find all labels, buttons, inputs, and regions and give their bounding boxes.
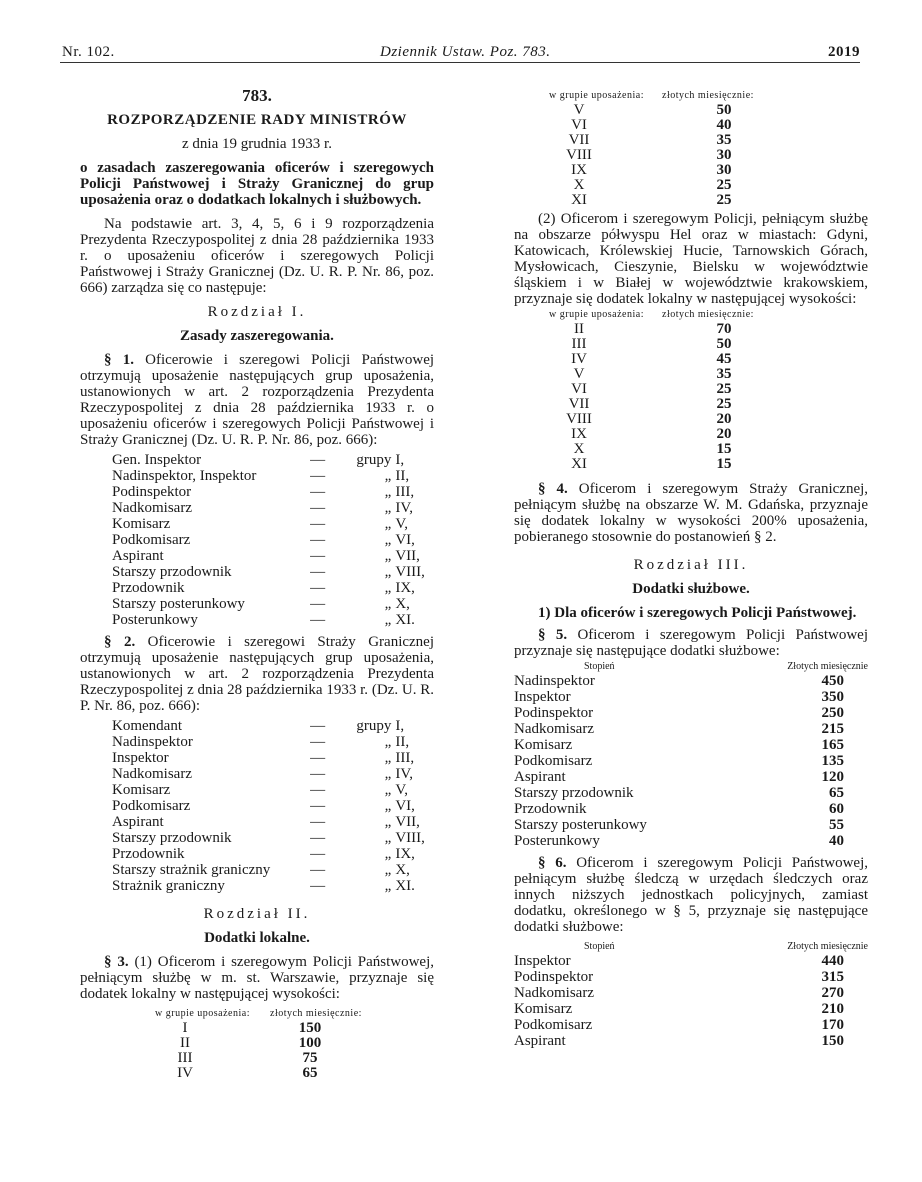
rank-cell: Posterunkowy <box>514 833 600 849</box>
rank-cell: Aspirant <box>514 1033 566 1049</box>
rank-row <box>80 596 434 612</box>
rank-row <box>80 548 434 564</box>
group-column-header: w grupie uposażenia: <box>549 309 644 320</box>
group-number: II, <box>395 734 410 750</box>
group-cell: II <box>574 321 584 337</box>
group-cell: II <box>180 1035 190 1051</box>
group-cell: VI <box>571 117 587 133</box>
rank-row <box>80 798 434 814</box>
amount-cell: 35 <box>716 132 732 148</box>
amount-cell: 20 <box>716 411 732 427</box>
group-prefix: „ <box>384 750 392 766</box>
rank-cell: Aspirant <box>514 769 566 785</box>
rank-row <box>80 862 434 878</box>
table-row <box>80 1020 434 1035</box>
rank-dash: — <box>310 846 326 862</box>
amount-cell: 70 <box>716 321 732 337</box>
amount-cell: 60 <box>829 801 844 817</box>
amount-cell: 30 <box>716 147 732 163</box>
amount-cell: 50 <box>716 102 732 118</box>
amount-cell: 250 <box>821 705 844 721</box>
rank-name: Posterunkowy <box>112 612 198 628</box>
group-number: V, <box>395 782 408 798</box>
group-prefix: „ <box>384 468 392 484</box>
rank-row <box>80 516 434 532</box>
table-row <box>514 833 868 849</box>
amount-cell: 25 <box>716 192 732 208</box>
rank-name: Przodownik <box>112 580 185 596</box>
table-row <box>514 147 868 162</box>
group-prefix: „ <box>384 830 392 846</box>
group-number: I, <box>395 452 405 468</box>
regulation-date: z dnia 19 grudnia 1933 r. <box>182 136 332 152</box>
group-number: X, <box>395 862 410 878</box>
rank-dash: — <box>310 814 326 830</box>
table-row <box>514 396 868 411</box>
rank-dash: — <box>310 580 326 596</box>
value-column-header: Złotych miesięcznie <box>787 661 868 672</box>
rank-name: Gen. Inspektor <box>112 452 202 468</box>
rank-row <box>80 500 434 516</box>
amount-cell: 270 <box>821 985 844 1001</box>
amount-cell: 120 <box>821 769 844 785</box>
amount-cell: 25 <box>716 381 732 397</box>
chapter-1-title: Zasady zaszeregowania. <box>180 328 334 344</box>
value-column-header: złotych miesięcznie: <box>662 90 754 101</box>
table-row <box>514 1017 868 1033</box>
rank-dash: — <box>310 878 326 894</box>
group-number: VI, <box>395 798 415 814</box>
rank-name: Nadinspektor, Inspektor <box>112 468 257 484</box>
group-cell: VIII <box>566 147 592 163</box>
rank-dash: — <box>310 484 326 500</box>
group-prefix: „ <box>384 580 392 596</box>
amount-cell: 210 <box>821 1001 844 1017</box>
paragraph-5-text: Oficerom i szeregowym Policji Państwowej przyznaje się następujące dodatki służbowe: <box>514 627 868 659</box>
rank-row <box>80 878 434 894</box>
rank-cell: Podkomisarz <box>514 1017 593 1033</box>
chapter-2-title: Dodatki lokalne. <box>204 930 310 946</box>
regulation-title: ROZPORZĄDZENIE RADY MINISTRÓW <box>107 112 407 128</box>
table-row <box>514 1033 868 1049</box>
rank-dash: — <box>310 532 326 548</box>
group-prefix: „ <box>384 734 392 750</box>
rank-dash: — <box>310 750 326 766</box>
rank-dash: — <box>310 766 326 782</box>
table-row <box>514 351 868 366</box>
table-row <box>514 411 868 426</box>
rank-name: Podinspektor <box>112 484 192 500</box>
table-row <box>514 721 868 737</box>
investigative-allowance-table <box>514 953 868 1049</box>
amount-cell: 20 <box>716 426 732 442</box>
amount-cell: 150 <box>298 1020 322 1036</box>
rank-row <box>80 612 434 628</box>
group-cell: V <box>573 102 585 118</box>
table-row <box>514 366 868 381</box>
rank-group-list-border-guard <box>80 718 434 894</box>
amount-cell: 50 <box>716 336 732 352</box>
rank-dash: — <box>310 500 326 516</box>
group-prefix: „ <box>384 484 392 500</box>
rank-cell: Starszy posterunkowy <box>514 817 647 833</box>
group-number: IV, <box>395 500 413 516</box>
rank-name: Starszy posterunkowy <box>112 596 245 612</box>
table-row <box>514 336 868 351</box>
table-row <box>514 426 868 441</box>
local-allowance-table-hel <box>514 321 868 471</box>
paragraph-4-text: Oficerom i szeregowym Straży Granicznej, pełniącym służbę na obszarze W. M. Gdańska, przyznaje się dodatek lokalny w wysokości 200% uposażenia, pobieranego stosownie do postanowień § 2. <box>514 481 869 545</box>
rank-cell: Starszy przodownik <box>514 785 634 801</box>
group-prefix: „ <box>384 500 392 516</box>
rank-dash: — <box>310 782 326 798</box>
rank-row <box>80 484 434 500</box>
rank-row <box>80 734 434 750</box>
group-number: II, <box>395 468 410 484</box>
group-cell: X <box>573 177 585 193</box>
group-prefix: „ <box>384 846 392 862</box>
paragraph-3 <box>80 954 434 1002</box>
rank-row <box>80 814 434 830</box>
rank-name: Strażnik graniczny <box>112 878 225 894</box>
amount-cell: 315 <box>821 969 844 985</box>
table-row <box>80 1050 434 1065</box>
rank-group-list-police <box>80 452 434 628</box>
group-number: XI. <box>395 612 415 628</box>
group-number: III, <box>395 750 415 766</box>
rank-name: Podkomisarz <box>112 798 191 814</box>
group-prefix: „ <box>384 782 392 798</box>
amount-cell: 215 <box>821 721 844 737</box>
amount-cell: 100 <box>298 1035 322 1051</box>
group-cell: XI <box>571 456 587 472</box>
rank-row <box>80 718 434 734</box>
paragraph-2-text: Oficerowie i szeregowi Straży Granicznej otrzymują uposażenie następujących grup uposażenia, ustanowionych w art. 2 rozporządzenia Prezydenta Rzeczypospolitej z dnia 28 października 1933 r. (Dz. U. R. P. Nr. 86, poz. 666): <box>80 634 434 714</box>
rank-dash: — <box>310 564 326 580</box>
amount-cell: 65 <box>829 785 844 801</box>
table-row <box>514 753 868 769</box>
table-row <box>514 381 868 396</box>
paragraph-6-text: Oficerom i szeregowym Policji Państwowej, pełniącym służbę śledczą w urzędach śledczych oraz innych niższych jednostkach policyjnych, zamiast dodatku, określonego w § 5, przyznaje się następujące dodatki służbowe: <box>514 855 868 935</box>
rank-name: Nadkomisarz <box>112 500 192 516</box>
table-row <box>514 953 868 969</box>
amount-cell: 45 <box>716 351 732 367</box>
rank-dash: — <box>310 612 326 628</box>
table-row <box>514 673 868 689</box>
rank-dash: — <box>310 548 326 564</box>
group-number: VII, <box>395 814 420 830</box>
rank-row <box>80 750 434 766</box>
rank-dash: — <box>310 862 326 878</box>
paragraph-3-2: (2) Oficerom i szeregowym Policji, pełniącym służbę na obszarze półwyspu Hel oraz w miastach: Gdyni, Katowicach, Królewskiej Hucie, Tarnowskich Górach, Mysłowicach, Cieszynie, Bielsku w województwie śląskiem i w Białej w województwie krakowskiem, przyznaje się dodatek lokalny w następującej wysokości: <box>514 211 868 307</box>
group-cell: VII <box>568 396 590 412</box>
group-prefix: „ <box>384 814 392 830</box>
amount-cell: 30 <box>716 162 732 178</box>
paragraph-3-text: (1) Oficerom i szeregowym Policji Państwowej, pełniącym służbę w m. st. Warszawie, przyznaje się dodatek lokalny w następującej wysokości: <box>80 954 434 1002</box>
rank-name: Starszy przodownik <box>112 830 232 846</box>
rank-cell: Inspektor <box>514 689 571 705</box>
group-cell: III <box>571 336 587 352</box>
rank-cell: Komisarz <box>514 1001 573 1017</box>
group-number: IX, <box>395 580 415 596</box>
table-3c-header <box>514 307 868 321</box>
paragraph-1-label: § 1. <box>104 352 134 368</box>
rank-name: Aspirant <box>112 548 164 564</box>
rank-dash: — <box>310 516 326 532</box>
group-prefix: „ <box>384 766 392 782</box>
group-number: VIII, <box>395 830 425 846</box>
rank-name: Komendant <box>112 718 182 734</box>
table-3-header <box>80 1006 434 1020</box>
rank-name: Komisarz <box>112 782 171 798</box>
group-prefix: „ <box>384 548 392 564</box>
group-number: V, <box>395 516 408 532</box>
group-cell: IX <box>571 426 587 442</box>
paragraph-1 <box>80 352 434 448</box>
table-row <box>80 1065 434 1080</box>
rank-cell: Podinspektor <box>514 705 594 721</box>
rank-name: Starszy przodownik <box>112 564 232 580</box>
issue-number: Nr. 102. <box>62 44 115 60</box>
rank-name: Starszy strażnik graniczny <box>112 862 271 878</box>
paragraph-5 <box>514 627 868 659</box>
rank-row <box>80 468 434 484</box>
rank-cell: Nadkomisarz <box>514 985 594 1001</box>
table-row <box>514 321 868 336</box>
group-cell: XI <box>571 192 587 208</box>
group-cell: IX <box>571 162 587 178</box>
amount-cell: 170 <box>821 1017 844 1033</box>
amount-cell: 450 <box>821 673 844 689</box>
table-5-header <box>514 659 868 673</box>
table-row <box>514 102 868 117</box>
group-column-header: w grupie uposażenia: <box>549 90 644 101</box>
table-row <box>514 737 868 753</box>
table-row <box>514 705 868 721</box>
rank-dash: — <box>310 830 326 846</box>
group-prefix: „ <box>384 596 392 612</box>
paragraph-4-label: § 4. <box>538 481 568 497</box>
amount-cell: 35 <box>716 366 732 382</box>
rank-dash: — <box>310 596 326 612</box>
rank-name: Inspektor <box>112 750 169 766</box>
group-cell: I <box>182 1020 188 1036</box>
paragraph-6-label: § 6. <box>538 855 567 871</box>
paragraph-2 <box>80 634 434 714</box>
paragraph-5-label: § 5. <box>538 627 568 643</box>
rank-name: Komisarz <box>112 516 171 532</box>
value-column-header: złotych miesięcznie: <box>662 309 754 320</box>
group-prefix: „ <box>384 516 392 532</box>
table-row <box>514 456 868 471</box>
table-3b-header <box>514 88 868 102</box>
rank-dash: — <box>310 734 326 750</box>
rank-row <box>80 846 434 862</box>
paragraph-4 <box>514 481 868 545</box>
rank-dash: — <box>310 452 326 468</box>
rank-name: Podkomisarz <box>112 532 191 548</box>
group-prefix: „ <box>384 862 392 878</box>
journal-title: Dziennik Ustaw. Poz. 783. <box>380 44 551 60</box>
group-number: VI, <box>395 532 415 548</box>
rank-column-header: Stopień <box>584 941 615 952</box>
table-row <box>514 785 868 801</box>
table-row <box>514 132 868 147</box>
rank-name: Aspirant <box>112 814 164 830</box>
rank-cell: Przodownik <box>514 801 587 817</box>
group-cell: VII <box>568 132 590 148</box>
right-column <box>514 88 868 1049</box>
rank-row <box>80 580 434 596</box>
table-row <box>514 969 868 985</box>
rank-name: Nadinspektor <box>112 734 193 750</box>
amount-cell: 15 <box>716 441 732 457</box>
group-number: XI. <box>395 878 415 894</box>
group-cell: IV <box>571 351 587 367</box>
amount-cell: 55 <box>829 817 844 833</box>
group-prefix: grupy <box>356 452 392 468</box>
group-number: VIII, <box>395 564 425 580</box>
chapter-3-heading: Rozdział III. <box>633 557 749 573</box>
rank-cell: Nadinspektor <box>514 673 595 689</box>
subsection-1-heading: 1) Dla oficerów i szeregowych Policji Państwowej. <box>538 605 857 621</box>
rank-column-header: Stopień <box>584 661 615 672</box>
table-row <box>514 689 868 705</box>
table-row <box>514 162 868 177</box>
chapter-3-title: Dodatki służbowe. <box>632 581 750 597</box>
group-number: IV, <box>395 766 413 782</box>
table-row <box>514 117 868 132</box>
paragraph-2-label: § 2. <box>104 634 136 650</box>
preamble: Na podstawie art. 3, 4, 5, 6 i 9 rozporządzenia Prezydenta Rzeczypospolitej z dnia 28 października 1933 r. o uposażeniu oficerów i szeregowych Policji Państwowej i Straży Granicznej (Dz. U. R. P. Nr. 86, poz. 666) zarządza się co następuje: <box>80 216 434 296</box>
table-row <box>514 192 868 207</box>
amount-cell: 65 <box>302 1065 318 1081</box>
amount-cell: 25 <box>716 177 732 193</box>
group-prefix: „ <box>384 612 392 628</box>
group-cell: VIII <box>566 411 592 427</box>
group-column-header: w grupie uposażenia: <box>155 1008 250 1019</box>
paragraph-3-label: § 3. <box>104 954 129 970</box>
group-cell: X <box>573 441 585 457</box>
page-header <box>60 42 860 63</box>
value-column-header: Złotych miesięcznie <box>787 941 868 952</box>
table-row <box>514 985 868 1001</box>
table-row <box>514 441 868 456</box>
table-row <box>514 817 868 833</box>
chapter-1-heading: Rozdział I. <box>207 304 307 320</box>
group-cell: V <box>573 366 585 382</box>
chapter-2-heading: Rozdział II. <box>203 906 311 922</box>
rank-name: Przodownik <box>112 846 185 862</box>
item-number: 783. <box>242 86 272 105</box>
rank-row <box>80 564 434 580</box>
rank-row <box>80 452 434 468</box>
amount-cell: 25 <box>716 396 732 412</box>
rank-row <box>80 830 434 846</box>
rank-name: Nadkomisarz <box>112 766 192 782</box>
amount-cell: 135 <box>821 753 844 769</box>
table-row <box>80 1035 434 1050</box>
local-allowance-table-warsaw <box>80 1020 434 1080</box>
rank-row <box>80 532 434 548</box>
group-cell: VI <box>571 381 587 397</box>
amount-cell: 15 <box>716 456 732 472</box>
amount-cell: 75 <box>302 1050 318 1066</box>
amount-cell: 440 <box>821 953 844 969</box>
group-number: VII, <box>395 548 420 564</box>
rank-dash: — <box>310 718 326 734</box>
amount-cell: 165 <box>821 737 844 753</box>
group-prefix: grupy <box>356 718 392 734</box>
local-allowance-table-warsaw-cont <box>514 102 868 207</box>
paragraph-1-text: Oficerowie i szeregowi Policji Państwowej otrzymują uposażenie następujących grup uposażenia, ustanowionych w art. 2 rozporządzenia Prezydenta Rzeczypospolitej z dnia 28 października 1933 r. o uposażeniu oficerów i szeregowych Policji Państwowej i Straży Granicznej (Dz. U. R. P. Nr. 86, poz. 666): <box>80 352 435 448</box>
group-prefix: „ <box>384 532 392 548</box>
group-number: III, <box>395 484 415 500</box>
amount-cell: 150 <box>821 1033 844 1049</box>
rank-cell: Komisarz <box>514 737 573 753</box>
group-cell: III <box>177 1050 193 1066</box>
rank-row <box>80 766 434 782</box>
group-number: X, <box>395 596 410 612</box>
paragraph-6 <box>514 855 868 935</box>
amount-cell: 40 <box>829 833 844 849</box>
service-allowance-table <box>514 673 868 849</box>
rank-dash: — <box>310 798 326 814</box>
table-row <box>514 769 868 785</box>
rank-cell: Podinspektor <box>514 969 594 985</box>
rank-row <box>80 782 434 798</box>
amount-cell: 40 <box>716 117 732 133</box>
rank-cell: Podkomisarz <box>514 753 593 769</box>
page-number: 2019 <box>828 44 860 60</box>
amount-cell: 350 <box>821 689 844 705</box>
group-number: IX, <box>395 846 415 862</box>
table-row <box>514 1001 868 1017</box>
left-column <box>80 88 434 1080</box>
rank-cell: Nadkomisarz <box>514 721 594 737</box>
group-number: I, <box>395 718 405 734</box>
group-cell: IV <box>177 1065 193 1081</box>
value-column-header: złotych miesięcznie: <box>270 1008 362 1019</box>
table-row <box>514 801 868 817</box>
table-6-header <box>514 939 868 953</box>
rank-cell: Inspektor <box>514 953 571 969</box>
table-row <box>514 177 868 192</box>
group-prefix: „ <box>384 564 392 580</box>
regulation-subject: o zasadach zaszeregowania oficerów i szeregowych Policji Państwowej i Straży Granicznej do grup uposażenia oraz o dodatkach lokalnych i służbowych. <box>80 160 434 208</box>
rank-dash: — <box>310 468 326 484</box>
group-prefix: „ <box>384 878 392 894</box>
group-prefix: „ <box>384 798 392 814</box>
